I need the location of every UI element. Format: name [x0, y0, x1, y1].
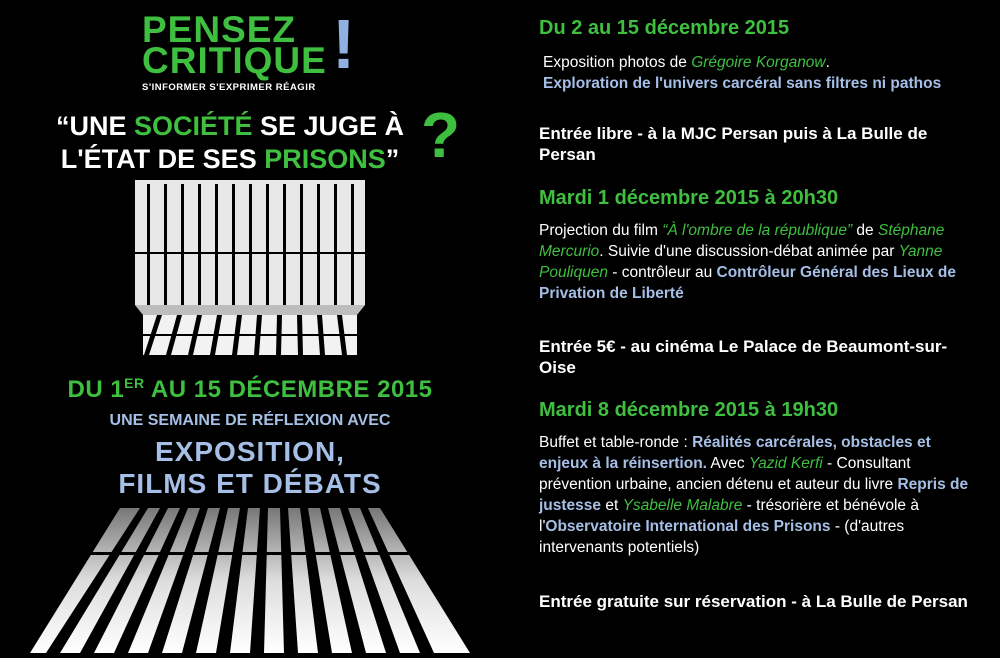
event-3-theme: Réalités carcérales, obstacles et enjeux à la réinsertion. — [539, 434, 931, 472]
quote-part-3: SE JUGE À — [252, 111, 405, 141]
event-3-desc-avec: Avec — [706, 455, 749, 472]
week-subtitle: UNE SEMAINE DE RÉFLEXION AVEC — [109, 412, 391, 429]
event-2-title: Mardi 1 décembre 2015 à 20h30 — [539, 187, 839, 209]
event-3-info: Entrée gratuite sur réservation - à La Bulle de Persan — [539, 592, 968, 611]
dates-superscript: ER — [124, 375, 145, 391]
event-3-speaker-1: Yazid Kerfi — [748, 455, 823, 472]
dates-after: AU 15 DÉCEMBRE 2015 — [144, 376, 433, 403]
prison-window-icon — [135, 180, 365, 365]
logo-tagline: S'INFORMER S'EXPRIMER RÉAGIR — [142, 82, 316, 93]
event-2-film-title: “À l'ombre de la république” — [662, 222, 853, 239]
quote-part-2: SOCIÉTÉ — [133, 111, 253, 141]
light-on-floor-illustration — [30, 508, 470, 658]
event-3-description — [539, 432, 979, 558]
program-line-1: EXPOSITION, — [155, 436, 345, 467]
event-2-info: Entrée 5€ - au cinéma Le Palace de Beaumont-sur-Oise — [539, 337, 948, 377]
headline-quote — [20, 110, 440, 176]
event-1-info: Entrée libre - à la MJC Persan puis à La Bulle de Persan — [539, 124, 928, 164]
logo-line-2: CRITIQUE — [142, 40, 327, 81]
event-3-speaker-2: Ysabelle Malabre — [622, 497, 743, 514]
quote-part-5: PRISONS — [264, 144, 386, 174]
event-1-description — [543, 52, 973, 94]
event-1-desc-end: . — [825, 54, 830, 71]
pensez-critique-logo — [142, 5, 372, 94]
program-summary — [0, 436, 500, 500]
event-3-book-title: Repris de justesse — [539, 476, 969, 514]
event-2-moderator: Yanne Pouliquen — [539, 243, 943, 281]
event-3-desc-bio: - Consultant prévention urbaine, ancien détenu et auteur du livre — [539, 455, 911, 493]
question-mark: ? — [421, 99, 461, 171]
event-3-desc-role: - trésorière et bénévole à l' — [539, 497, 919, 535]
event-2-desc-text: Projection du film — [539, 222, 663, 239]
event-2-organization: Contrôleur Général des Lieux de Privation de Liberté — [539, 264, 956, 302]
logo-line-1: PENSEZ — [142, 9, 297, 50]
event-schedule — [533, 0, 993, 656]
event-1-desc-text: Exposition photos de — [543, 54, 692, 71]
quote-part-6: ” — [385, 144, 400, 174]
event-1-theme: Exploration de l'univers carcéral sans filtres ni pathos — [543, 75, 942, 92]
event-3-desc-others: - (d'autres intervenants potentiels) — [539, 518, 905, 556]
event-3-title: Mardi 8 décembre 2015 à 19h30 — [539, 399, 839, 421]
event-2-desc-debate: . Suivie d'une discussion-débat animée par — [599, 243, 899, 260]
dates-before: DU 1 — [67, 376, 125, 403]
event-3-desc-text: Buffet et table-ronde : — [539, 434, 693, 451]
program-line-2: FILMS ET DÉBATS — [118, 468, 382, 499]
poster-left — [0, 0, 500, 656]
event-2-desc-role: - contrôleur au — [607, 264, 717, 281]
event-1-title: Du 2 au 15 décembre 2015 — [539, 17, 790, 39]
quote-part-4: L'ÉTAT DE SES — [60, 144, 265, 174]
event-3-desc-et: et — [601, 497, 623, 514]
event-2-desc-de: de — [852, 222, 878, 239]
logo-exclamation-mark: ! — [332, 5, 356, 83]
festival-dates — [0, 375, 500, 404]
event-2-director: Stéphane Mercurio — [539, 222, 945, 260]
event-3-organization: Observatoire International des Prisons — [545, 518, 831, 535]
quote-part-1: “UNE — [55, 111, 134, 141]
event-2-description — [539, 220, 969, 304]
event-1-photographer: Grégoire Korganow — [691, 54, 826, 71]
